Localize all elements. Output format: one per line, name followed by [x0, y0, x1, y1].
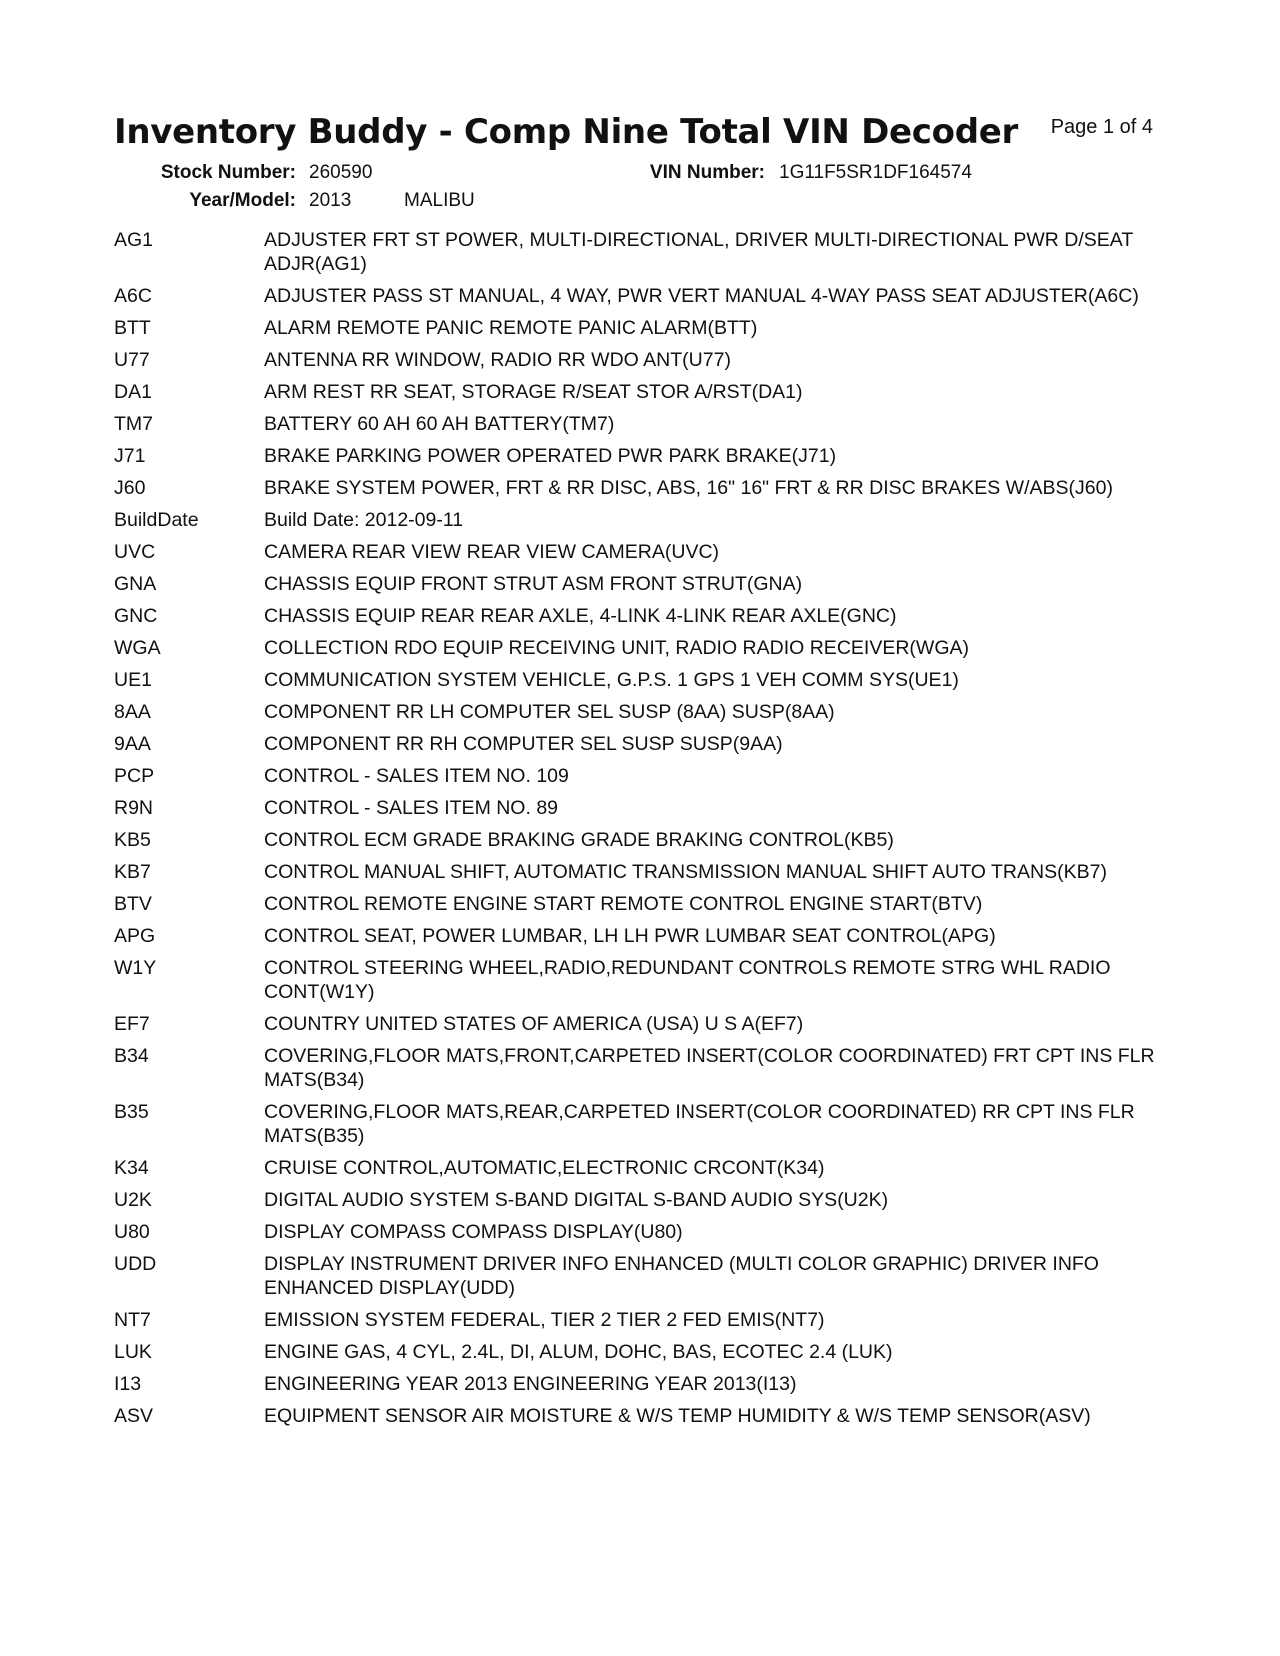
- option-row: [114, 508, 1164, 540]
- option-code: AG1: [114, 229, 154, 251]
- option-row: [114, 1252, 1164, 1308]
- option-description: COMPONENT RR LH COMPUTER SEL SUSP (8AA) SUSP(8AA): [264, 701, 835, 723]
- option-description: ADJUSTER PASS ST MANUAL, 4 WAY, PWR VERT MANUAL 4-WAY PASS SEAT ADJUSTER(A6C): [264, 285, 1139, 307]
- option-row: [114, 796, 1164, 828]
- option-code: BTV: [114, 893, 152, 915]
- option-code: BTT: [114, 317, 151, 339]
- option-code: U2K: [114, 1189, 152, 1211]
- option-code: ASV: [114, 1405, 154, 1427]
- option-code: PCP: [114, 765, 155, 787]
- option-description: EQUIPMENT SENSOR AIR MOISTURE & W/S TEMP HUMIDITY & W/S TEMP SENSOR(ASV): [264, 1405, 1091, 1427]
- option-code: TM7: [114, 413, 153, 435]
- option-row: [114, 476, 1164, 508]
- option-code: GNC: [114, 605, 158, 627]
- option-code: 8AA: [114, 701, 151, 723]
- option-row: [114, 764, 1164, 796]
- option-code: GNA: [114, 573, 157, 595]
- option-code: U80: [114, 1221, 150, 1243]
- option-description: DISPLAY COMPASS COMPASS DISPLAY(U80): [264, 1221, 683, 1243]
- page-number: Page 1 of 4: [1050, 116, 1153, 138]
- option-description: COMMUNICATION SYSTEM VEHICLE, G.P.S. 1 GPS 1 VEH COMM SYS(UE1): [264, 669, 959, 691]
- option-row: [114, 1340, 1164, 1372]
- option-row: [114, 316, 1164, 348]
- option-row: [114, 284, 1164, 316]
- option-row: [114, 1188, 1164, 1220]
- option-code: B35: [114, 1101, 149, 1123]
- page-title: Inventory Buddy - Comp Nine Total VIN Decoder: [114, 112, 1018, 152]
- option-description: DISPLAY INSTRUMENT DRIVER INFO ENHANCED (MULTI COLOR GRAPHIC) DRIVER INFO ENHANCED DISPLAY(UDD): [264, 1253, 1099, 1299]
- option-description: COLLECTION RDO EQUIP RECEIVING UNIT, RADIO RADIO RECEIVER(WGA): [264, 637, 969, 659]
- option-description: CONTROL ECM GRADE BRAKING GRADE BRAKING CONTROL(KB5): [264, 829, 894, 851]
- option-row: [114, 1100, 1164, 1156]
- stock-number-label: Stock Number:: [160, 162, 296, 183]
- option-row: [114, 1220, 1164, 1252]
- option-description: ADJUSTER FRT ST POWER, MULTI-DIRECTIONAL, DRIVER MULTI-DIRECTIONAL PWR D/SEAT ADJR(AG1): [264, 229, 1133, 275]
- option-description: CHASSIS EQUIP REAR REAR AXLE, 4-LINK 4-LINK REAR AXLE(GNC): [264, 605, 897, 627]
- option-description: CHASSIS EQUIP FRONT STRUT ASM FRONT STRUT(GNA): [264, 573, 803, 595]
- option-code: R9N: [114, 797, 154, 819]
- option-description: CAMERA REAR VIEW REAR VIEW CAMERA(UVC): [264, 541, 720, 563]
- option-row: [114, 348, 1164, 380]
- option-row: [114, 1044, 1164, 1100]
- model-value: MALIBU: [404, 190, 475, 211]
- option-row: [114, 1372, 1164, 1404]
- option-description: CONTROL REMOTE ENGINE START REMOTE CONTROL ENGINE START(BTV): [264, 893, 983, 915]
- option-row: [114, 1404, 1164, 1436]
- option-row: [114, 924, 1164, 956]
- option-code: KB7: [114, 861, 151, 883]
- option-description: CONTROL - SALES ITEM NO. 89: [264, 797, 559, 819]
- option-description: EMISSION SYSTEM FEDERAL, TIER 2 TIER 2 FED EMIS(NT7): [264, 1309, 825, 1331]
- option-code: NT7: [114, 1309, 151, 1331]
- option-code: J71: [114, 445, 146, 467]
- option-row: [114, 604, 1164, 636]
- option-description: COVERING,FLOOR MATS,REAR,CARPETED INSERT(COLOR COORDINATED) RR CPT INS FLR MATS(B35): [264, 1101, 1135, 1147]
- vin-number-value: 1G11F5SR1DF164574: [779, 162, 972, 183]
- vin-number-label: VIN Number:: [649, 162, 765, 183]
- option-description: ALARM REMOTE PANIC REMOTE PANIC ALARM(BTT): [264, 317, 758, 339]
- option-code: 9AA: [114, 733, 151, 755]
- stock-number-value: 260590: [309, 162, 373, 183]
- option-description: Build Date: 2012-09-11: [264, 509, 464, 531]
- option-code: B34: [114, 1045, 149, 1067]
- option-code: KB5: [114, 829, 151, 851]
- option-description: BATTERY 60 AH 60 AH BATTERY(TM7): [264, 413, 615, 435]
- option-row: [114, 1156, 1164, 1188]
- option-row: [114, 228, 1164, 284]
- option-row: [114, 956, 1164, 1012]
- option-description: ENGINEERING YEAR 2013 ENGINEERING YEAR 2013(I13): [264, 1373, 797, 1395]
- option-row: [114, 860, 1164, 892]
- option-row: [114, 380, 1164, 412]
- option-code: DA1: [114, 381, 152, 403]
- option-description: DIGITAL AUDIO SYSTEM S-BAND DIGITAL S-BAND AUDIO SYS(U2K): [264, 1189, 889, 1211]
- option-row: [114, 732, 1164, 764]
- option-code: UVC: [114, 541, 156, 563]
- option-row: [114, 668, 1164, 700]
- option-description: BRAKE SYSTEM POWER, FRT & RR DISC, ABS, 16" 16" FRT & RR DISC BRAKES W/ABS(J60): [264, 477, 1113, 499]
- option-row: [114, 444, 1164, 476]
- option-description: COMPONENT RR RH COMPUTER SEL SUSP SUSP(9AA): [264, 733, 783, 755]
- option-code: U77: [114, 349, 150, 371]
- option-row: [114, 412, 1164, 444]
- option-description: COVERING,FLOOR MATS,FRONT,CARPETED INSERT(COLOR COORDINATED) FRT CPT INS FLR MATS(B34): [264, 1045, 1155, 1091]
- option-description: ENGINE GAS, 4 CYL, 2.4L, DI, ALUM, DOHC, BAS, ECOTEC 2.4 (LUK): [264, 1341, 893, 1363]
- option-description: ARM REST RR SEAT, STORAGE R/SEAT STOR A/RST(DA1): [264, 381, 803, 403]
- option-description: CONTROL - SALES ITEM NO. 109: [264, 765, 569, 787]
- option-description: ANTENNA RR WINDOW, RADIO RR WDO ANT(U77): [264, 349, 731, 371]
- option-code: UE1: [114, 669, 152, 691]
- option-row: [114, 1012, 1164, 1044]
- option-row: [114, 828, 1164, 860]
- option-code: BuildDate: [114, 509, 199, 531]
- option-code: UDD: [114, 1253, 157, 1275]
- option-description: CONTROL MANUAL SHIFT, AUTOMATIC TRANSMISSION MANUAL SHIFT AUTO TRANS(KB7): [264, 861, 1107, 883]
- option-code: I13: [114, 1373, 142, 1395]
- option-code: K34: [114, 1157, 149, 1179]
- year-value: 2013: [309, 190, 352, 211]
- option-code: EF7: [114, 1013, 150, 1035]
- option-row: [114, 636, 1164, 668]
- option-code: W1Y: [114, 957, 157, 979]
- option-code: J60: [114, 477, 146, 499]
- year-model-label: Year/Model:: [189, 190, 296, 211]
- option-row: [114, 572, 1164, 604]
- option-description: CRUISE CONTROL,AUTOMATIC,ELECTRONIC CRCONT(K34): [264, 1157, 825, 1179]
- option-code: LUK: [114, 1341, 152, 1363]
- option-description: COUNTRY UNITED STATES OF AMERICA (USA) U S A(EF7): [264, 1013, 804, 1035]
- option-description: CONTROL SEAT, POWER LUMBAR, LH LH PWR LUMBAR SEAT CONTROL(APG): [264, 925, 996, 947]
- option-row: [114, 700, 1164, 732]
- option-row: [114, 540, 1164, 572]
- option-list: [114, 228, 1164, 1436]
- option-description: CONTROL STEERING WHEEL,RADIO,REDUNDANT CONTROLS REMOTE STRG WHL RADIO CONT(W1Y): [264, 957, 1111, 1003]
- option-code: APG: [114, 925, 156, 947]
- option-code: WGA: [114, 637, 161, 659]
- option-description: BRAKE PARKING POWER OPERATED PWR PARK BRAKE(J71): [264, 445, 837, 467]
- option-code: A6C: [114, 285, 152, 307]
- option-row: [114, 1308, 1164, 1340]
- option-row: [114, 892, 1164, 924]
